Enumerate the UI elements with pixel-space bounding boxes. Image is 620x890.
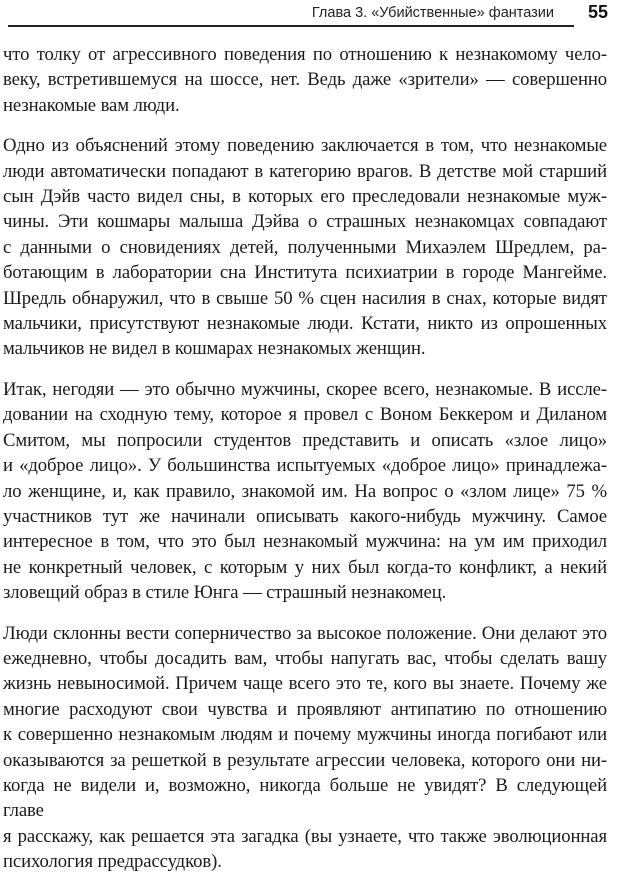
running-header <box>0 0 620 28</box>
text-line: Смитом, мы попросили студентов представить и описать «злое лицо» <box>3 429 607 451</box>
text-line: мальчиков не видел в кошмарах незнакомых женщин. <box>3 338 426 360</box>
text-line: многие расходуют свои чувства и проявляют антипатию по отношению <box>3 698 607 720</box>
text-line: что толку от агрессивного поведения по отношению к незнакомому чело- <box>3 44 607 65</box>
text-line: мальчики, присутствуют незнакомые люди. Кстати, никто из опрошенных <box>3 313 607 335</box>
text-line: веку, встретившемуся на шоссе, нет. Ведь даже «зрители» — совершенно <box>3 69 607 91</box>
body-text <box>3 42 607 890</box>
paragraph <box>3 377 607 606</box>
text-line: к совершенно незнакомым людям и почему мужчины иногда погибают или <box>3 724 607 746</box>
text-line: Шредль обнаружил, что в свыше 50 % сцен насилия в снах, которые видят <box>3 287 607 309</box>
text-line: участников тут же начинали описывать какого-нибудь мужчину. Самое <box>3 505 607 527</box>
text-line: чины. Эти кошмары малыша Дэйва о страшных незнакомцах совпадают <box>3 211 607 233</box>
text-line: Одно из объяснений этому поведению заключается в том, что незнакомые <box>3 135 607 157</box>
text-line: Итак, негодяи — это обычно мужчины, скорее всего, незнакомые. В иссле- <box>3 378 607 400</box>
text-line: с данными о сновидениях детей, полученными Михаэлем Шредлем, ра- <box>3 236 607 258</box>
text-line: довании на сходную тему, которое я провел с Воном Беккером и Диланом <box>3 404 607 426</box>
text-line: психология предрассудков). <box>3 851 222 873</box>
page-number: 55 <box>587 2 608 22</box>
text-line: оказываются за решеткой в результате агрессии человека, которого они ни- <box>3 749 607 771</box>
text-line: зловещий образ в стиле Юнга — страшный незнакомец. <box>3 582 447 604</box>
text-line: когда не видели и, возможно, никогда больше не увидят? В следующей главе <box>3 774 607 822</box>
text-line: не конкретный человек, с которым у них был когда-то конфликт, а некий <box>3 556 607 578</box>
text-line: незнакомые вам люди. <box>3 94 180 116</box>
text-line: я расскажу, как решается эта загадка (вы узнаете, что также эволюционная <box>3 825 607 847</box>
text-line: и «доброе лицо». У большинства испытуемых «доброе лицо» принадлежа- <box>3 455 607 477</box>
text-line: сын Дэйв часто видел сны, в которых его преследовали незнакомые муж- <box>3 186 607 208</box>
text-line: жизнь невыносимой. Причем чаще всего это те, кого вы знаете. Почему же <box>3 673 607 695</box>
paragraph <box>3 621 607 875</box>
text-line: ботающим в лаборатории сна Института психиатрии в городе Мангейме. <box>3 262 607 284</box>
text-line: ло женщине, и, как правило, знакомой им. На вопрос о «злом лице» 75 % <box>3 480 607 502</box>
text-line: интересное в том, что это был незнакомый мужчина: на ум им приходил <box>3 531 607 553</box>
chapter-title: Глава 3. «Убийственные» фантазии <box>311 5 554 21</box>
text-line: ежедневно, чтобы досадить вам, чтобы напугать вас, чтобы сделать вашу <box>3 647 607 669</box>
paragraph <box>3 133 607 362</box>
text-line: Люди склонны вести соперничество за высокое положение. Они делают это <box>3 622 607 644</box>
header-rule <box>8 25 574 27</box>
paragraph <box>3 42 607 118</box>
text-line: люди автоматически попадают в категорию врагов. В детстве мой старший <box>3 160 607 182</box>
